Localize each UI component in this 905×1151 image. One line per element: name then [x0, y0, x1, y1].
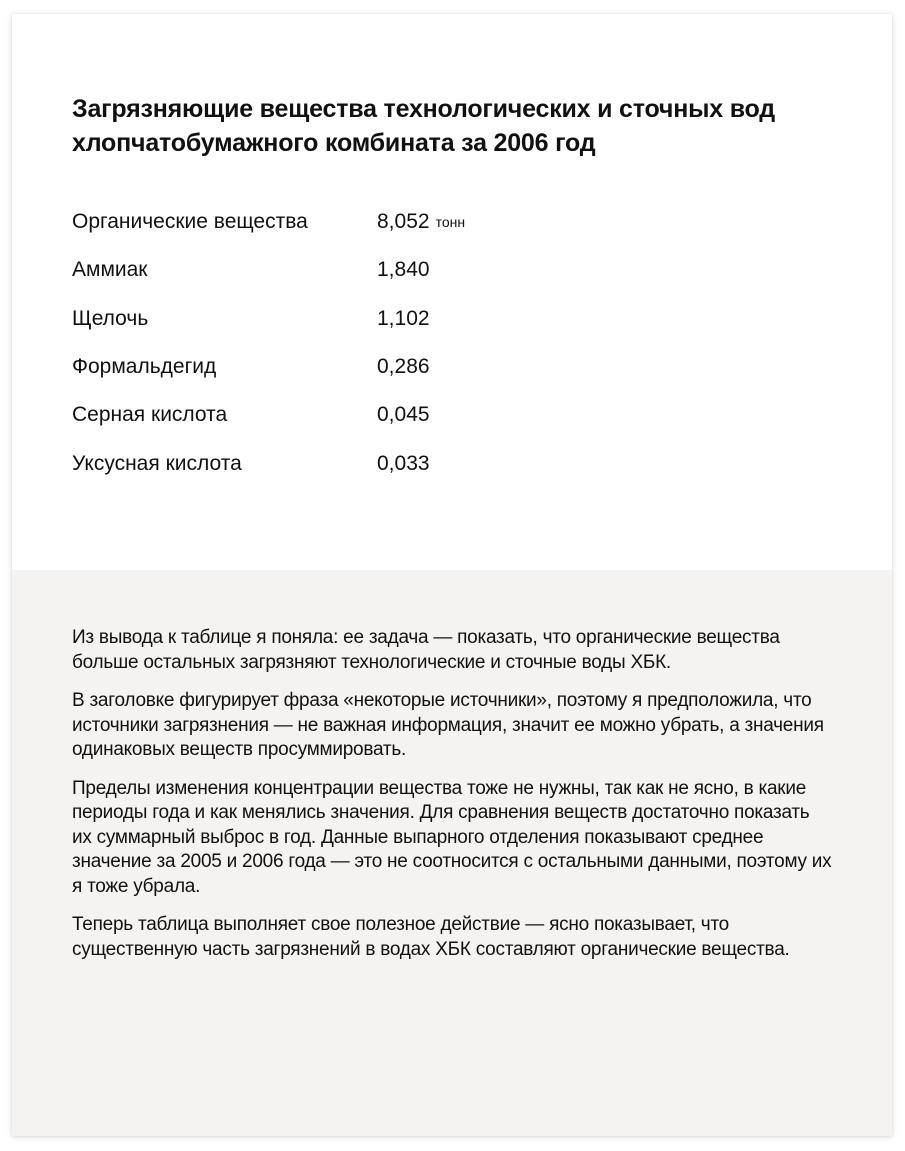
substance-name: Формальдегид — [72, 355, 217, 379]
table-row — [72, 343, 672, 391]
substance-value: 1,102 — [377, 306, 430, 330]
table-row — [72, 198, 672, 246]
substance-name: Щелочь — [72, 306, 149, 330]
table-row — [72, 246, 672, 294]
substance-name: Уксусная кислота — [72, 451, 242, 475]
table-row — [72, 295, 672, 343]
substance-name: Аммиак — [72, 258, 148, 282]
commentary-paragraph: Теперь таблица выполняет свое полезное действие — ясно показывает, что существенную часть загрязнений в водах ХБК составляют органические вещества. — [72, 914, 790, 960]
table-row — [72, 391, 672, 439]
commentary-paragraph: В заголовке фигурирует фраза «некоторые источники», поэтому я предположила, что источники загрязнения — не важная информация, значит ее можно убрать, а значения одинаковых веществ просуммировать. — [72, 690, 824, 760]
table-row — [72, 439, 672, 487]
commentary-paragraph: Пределы изменения концентрации вещества тоже не нужны, так как не ясно, в какие периоды года и как менялись значения. Для сравнения веществ достаточно показать их суммарный выброс в год. Данные выпарного отделения показывают среднее значение за 2005 и 2006 года — это не соотносится с остальными данными, поэтому их я тоже убрала. — [72, 777, 832, 897]
commentary-paragraph: Из вывода к таблице я поняла: ее задача — показать, что органические вещества больше остальных загрязняют технологические и сточные воды ХБК. — [72, 627, 780, 673]
substance-value: 8,052 — [377, 210, 430, 234]
substance-name: Серная кислота — [72, 403, 228, 427]
unit-label: тонн — [435, 214, 466, 231]
substance-value: 0,033 — [377, 451, 430, 475]
commentary-text — [72, 626, 832, 976]
substance-name: Органические вещества — [72, 210, 308, 234]
substance-value: 1,840 — [377, 258, 430, 282]
commentary-section — [12, 570, 892, 1136]
substance-value: 0,286 — [377, 355, 430, 379]
table-title: Загрязняющие вещества технологических и сточных вод хлопчатобумажного комбината за 2006 год — [72, 95, 775, 157]
substance-value: 0,045 — [377, 403, 430, 427]
pollutants-table — [72, 198, 672, 488]
table-section — [12, 14, 892, 570]
document-card — [12, 14, 892, 1136]
